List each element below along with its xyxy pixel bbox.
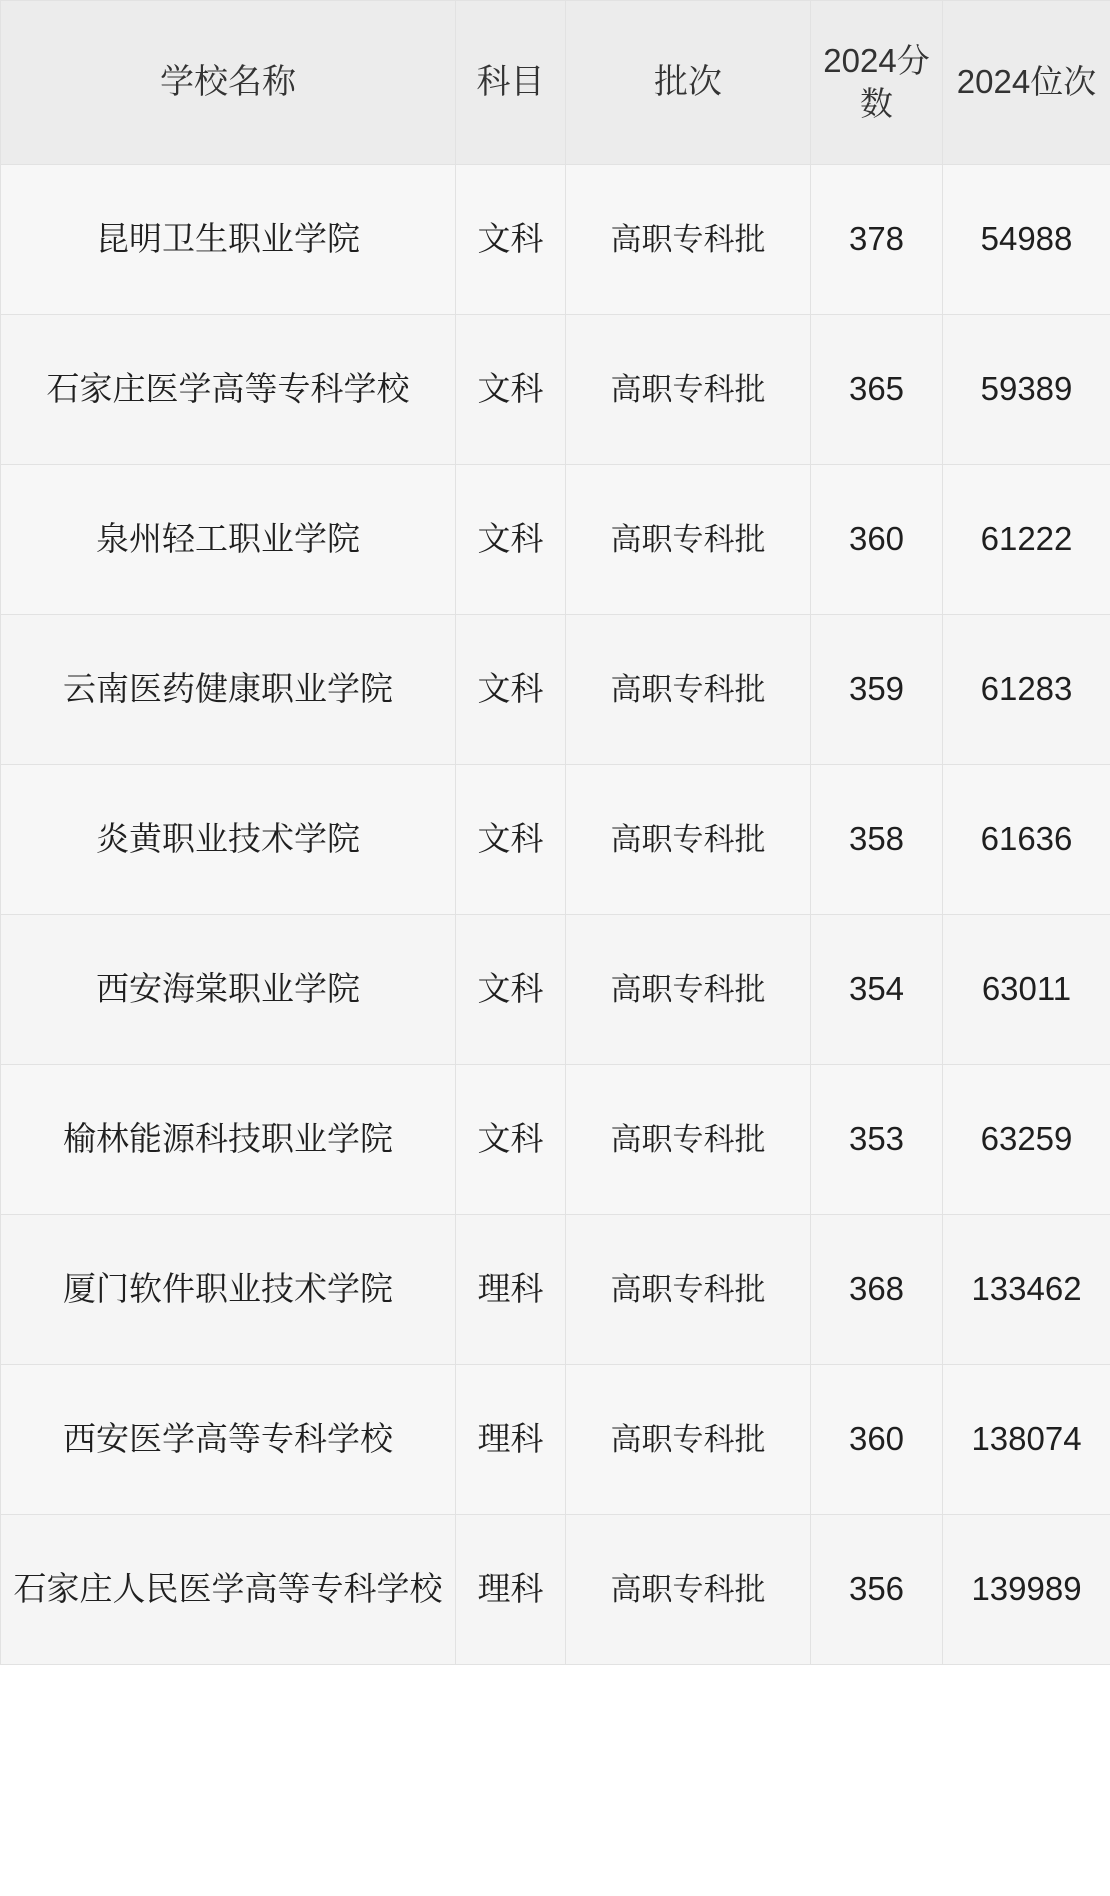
cell-batch: 高职专科批	[566, 315, 811, 465]
table-row	[1, 1515, 1110, 1665]
cell-batch: 高职专科批	[566, 1515, 811, 1665]
cell-school: 石家庄人民医学高等专科学校	[1, 1515, 456, 1665]
cell-school: 云南医药健康职业学院	[1, 615, 456, 765]
cell-school: 西安医学高等专科学校	[1, 1365, 456, 1515]
cell-rank: 61222	[943, 465, 1110, 615]
cell-school: 泉州轻工职业学院	[1, 465, 456, 615]
cell-school: 榆林能源科技职业学院	[1, 1065, 456, 1215]
cell-batch: 高职专科批	[566, 615, 811, 765]
cell-school: 石家庄医学高等专科学校	[1, 315, 456, 465]
cell-school: 昆明卫生职业学院	[1, 165, 456, 315]
cell-batch: 高职专科批	[566, 1065, 811, 1215]
cell-rank: 139989	[943, 1515, 1110, 1665]
column-header-school: 学校名称	[1, 1, 456, 165]
cell-score: 378	[811, 165, 943, 315]
table-row	[1, 315, 1110, 465]
cell-batch: 高职专科批	[566, 1365, 811, 1515]
cell-batch: 高职专科批	[566, 1215, 811, 1365]
cell-score: 358	[811, 765, 943, 915]
table-row	[1, 1215, 1110, 1365]
cell-rank: 61283	[943, 615, 1110, 765]
cell-rank: 54988	[943, 165, 1110, 315]
cell-batch: 高职专科批	[566, 165, 811, 315]
cell-rank: 59389	[943, 315, 1110, 465]
table-body	[1, 165, 1110, 1665]
column-header-rank: 2024位次	[943, 1, 1110, 165]
cell-subject: 理科	[456, 1215, 566, 1365]
cell-rank: 63011	[943, 915, 1110, 1065]
column-header-subject: 科目	[456, 1, 566, 165]
cell-subject: 文科	[456, 765, 566, 915]
cell-score: 360	[811, 1365, 943, 1515]
table-row	[1, 465, 1110, 615]
cell-subject: 文科	[456, 615, 566, 765]
cell-batch: 高职专科批	[566, 765, 811, 915]
cell-subject: 文科	[456, 915, 566, 1065]
cell-school: 西安海棠职业学院	[1, 915, 456, 1065]
cell-subject: 理科	[456, 1515, 566, 1665]
table-row	[1, 915, 1110, 1065]
cell-subject: 文科	[456, 465, 566, 615]
table-row	[1, 1365, 1110, 1515]
column-header-score: 2024分数	[811, 1, 943, 165]
cell-school: 炎黄职业技术学院	[1, 765, 456, 915]
cell-score: 354	[811, 915, 943, 1065]
cell-subject: 文科	[456, 165, 566, 315]
cell-score: 359	[811, 615, 943, 765]
cell-subject: 理科	[456, 1365, 566, 1515]
cell-score: 365	[811, 315, 943, 465]
table-header	[1, 1, 1110, 165]
table-row	[1, 615, 1110, 765]
cell-rank: 133462	[943, 1215, 1110, 1365]
cell-score: 368	[811, 1215, 943, 1365]
cell-rank: 63259	[943, 1065, 1110, 1215]
column-header-batch: 批次	[566, 1, 811, 165]
cell-school: 厦门软件职业技术学院	[1, 1215, 456, 1365]
cell-score: 356	[811, 1515, 943, 1665]
cell-rank: 61636	[943, 765, 1110, 915]
cell-subject: 文科	[456, 315, 566, 465]
cell-batch: 高职专科批	[566, 915, 811, 1065]
table-row	[1, 765, 1110, 915]
table-row	[1, 1065, 1110, 1215]
table-header-row	[1, 1, 1110, 165]
cell-rank: 138074	[943, 1365, 1110, 1515]
cell-score: 353	[811, 1065, 943, 1215]
cell-batch: 高职专科批	[566, 465, 811, 615]
cell-score: 360	[811, 465, 943, 615]
table-row	[1, 165, 1110, 315]
cell-subject: 文科	[456, 1065, 566, 1215]
